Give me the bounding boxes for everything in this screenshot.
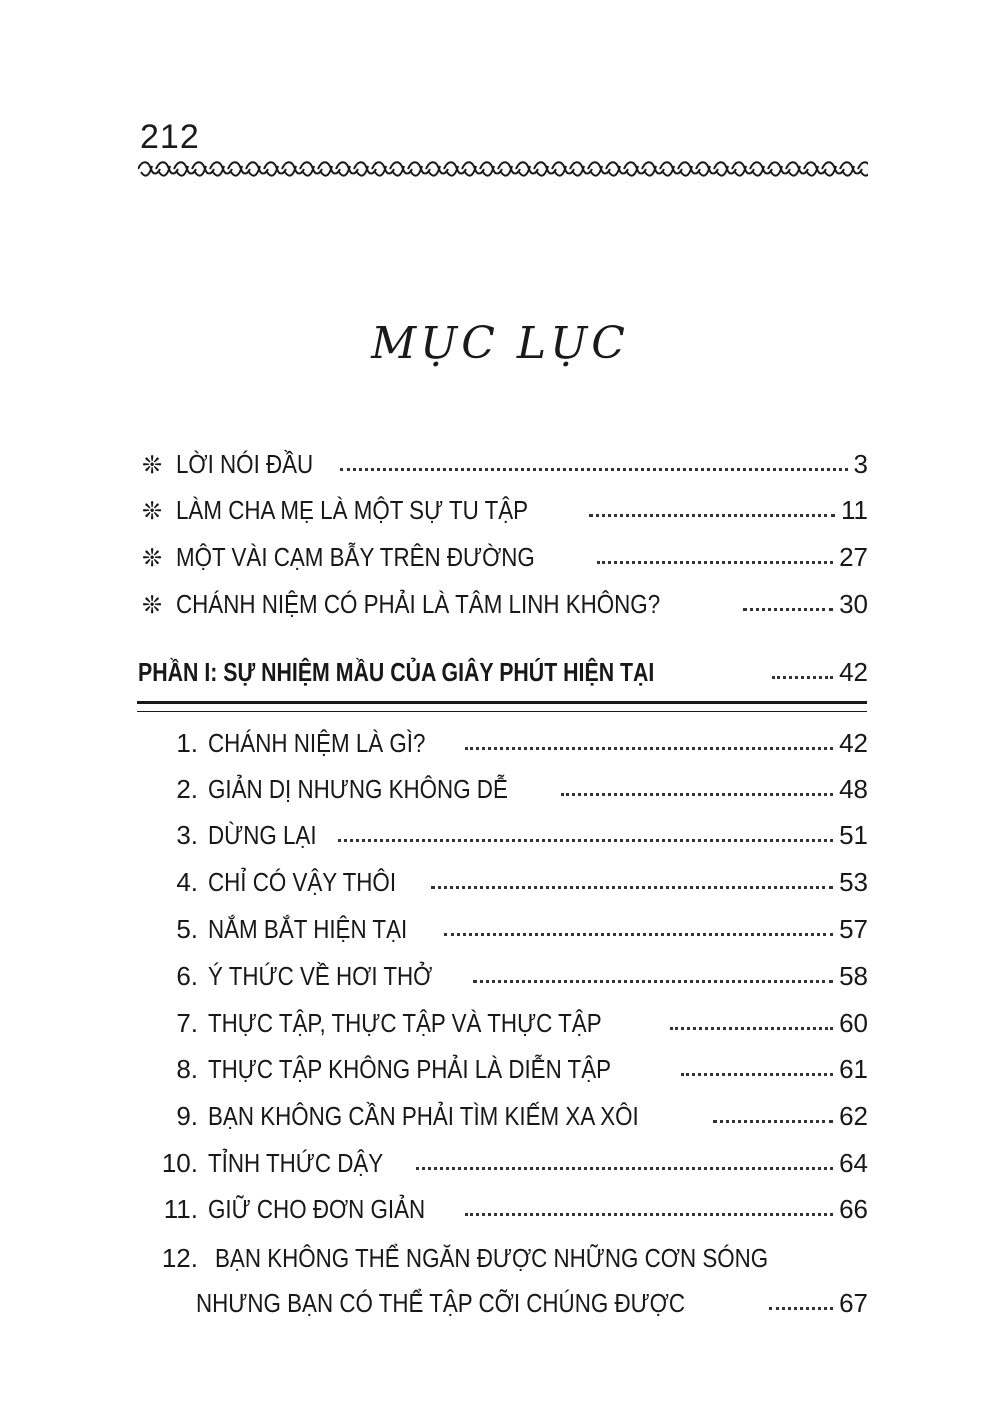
chapter-page: 53 bbox=[839, 867, 868, 897]
toc-chapter-item[interactable] bbox=[150, 730, 868, 756]
toc-item-label: MỘT VÀI CẠM BẪY TRÊN ĐƯỜNG bbox=[176, 542, 535, 572]
toc-chapter-item-first-line[interactable] bbox=[150, 1243, 858, 1274]
dot-leader bbox=[340, 467, 848, 471]
dot-leader bbox=[769, 1306, 833, 1310]
toc-chapter-item[interactable] bbox=[150, 963, 868, 989]
dot-leader bbox=[589, 513, 835, 517]
chapter-number: 3. bbox=[176, 820, 198, 850]
chapter-label: BẠN KHÔNG THỂ NGĂN ĐƯỢC NHỮNG CƠN SÓNG bbox=[215, 1243, 769, 1273]
chapter-number: 11. bbox=[163, 1194, 198, 1224]
chapter-label: GIẢN DỊ NHƯNG KHÔNG DỄ bbox=[208, 774, 508, 804]
dot-leader bbox=[416, 1166, 833, 1170]
chapter-number: 10. bbox=[161, 1148, 198, 1178]
dot-leader bbox=[431, 885, 833, 889]
chapter-number: 1. bbox=[176, 728, 198, 758]
decorative-border bbox=[138, 158, 868, 180]
chapter-page: 51 bbox=[839, 820, 868, 850]
chapter-page: 58 bbox=[839, 961, 868, 991]
chapter-page: 42 bbox=[839, 728, 868, 758]
dot-leader bbox=[338, 838, 833, 842]
chapter-label: CHỈ CÓ VẬY THÔI bbox=[208, 867, 397, 897]
double-rule-divider bbox=[137, 701, 867, 712]
chapter-label-continued: NHƯNG BẠN CÓ THỂ TẬP CỠI CHÚNG ĐƯỢC bbox=[196, 1288, 686, 1318]
page-number: 212 bbox=[140, 118, 200, 156]
toc-chapter-item[interactable] bbox=[150, 916, 868, 942]
chapter-label: CHÁNH NIỆM LÀ GÌ? bbox=[208, 728, 426, 758]
toc-intro-item[interactable] bbox=[142, 544, 868, 571]
toc-part-heading[interactable] bbox=[138, 659, 868, 685]
dot-leader bbox=[681, 1072, 833, 1076]
chapter-page: 61 bbox=[839, 1054, 868, 1084]
chapter-label: TỈNH THỨC DẬY bbox=[208, 1148, 384, 1178]
dot-leader bbox=[465, 746, 833, 750]
dot-leader bbox=[561, 792, 833, 796]
toc-item-label: LỜI NÓI ĐẦU bbox=[176, 449, 314, 479]
chapter-page: 66 bbox=[839, 1194, 868, 1224]
toc-chapter-item[interactable] bbox=[150, 869, 868, 895]
toc-item-label: CHÁNH NIỆM CÓ PHẢI LÀ TÂM LINH KHÔNG? bbox=[176, 589, 661, 619]
toc-chapter-item[interactable] bbox=[150, 1196, 868, 1222]
asterisk-icon: ❊ bbox=[142, 545, 163, 572]
chapter-label: Ý THỨC VỀ HƠI THỞ bbox=[208, 961, 433, 991]
chapter-number: 2. bbox=[176, 774, 198, 804]
chapter-page: 64 bbox=[839, 1148, 868, 1178]
toc-intro-item[interactable] bbox=[142, 451, 868, 478]
toc-item-page: 30 bbox=[839, 589, 868, 619]
chapter-number: 9. bbox=[176, 1101, 198, 1131]
chapter-page: 62 bbox=[839, 1101, 868, 1131]
asterisk-icon: ❊ bbox=[142, 592, 163, 619]
toc-chapter-item-second-line[interactable] bbox=[196, 1290, 868, 1316]
chapter-label: GIỮ CHO ĐƠN GIẢN bbox=[208, 1194, 426, 1224]
dot-leader bbox=[444, 932, 833, 936]
chapter-number: 5. bbox=[176, 914, 198, 944]
chapter-number: 12. bbox=[161, 1243, 198, 1273]
toc-chapter-item[interactable] bbox=[150, 776, 868, 802]
dot-leader bbox=[597, 560, 833, 564]
chapter-label: NẮM BẮT HIỆN TẠI bbox=[208, 914, 408, 944]
toc-item-page: 3 bbox=[853, 449, 868, 479]
toc-chapter-item[interactable] bbox=[150, 1103, 868, 1129]
asterisk-icon: ❊ bbox=[142, 498, 163, 525]
chapter-page: 60 bbox=[839, 1008, 868, 1038]
dot-leader bbox=[670, 1026, 833, 1030]
chapter-label: THỰC TẬP, THỰC TẬP VÀ THỰC TẬP bbox=[208, 1008, 602, 1038]
chapter-number: 8. bbox=[176, 1054, 198, 1084]
toc-item-page: 11 bbox=[841, 495, 868, 525]
toc-intro-item[interactable] bbox=[142, 497, 868, 524]
chapter-page: 67 bbox=[839, 1288, 868, 1318]
chapter-label: THỰC TẬP KHÔNG PHẢI LÀ DIỄN TẬP bbox=[208, 1054, 612, 1084]
toc-item-label: LÀM CHA MẸ LÀ MỘT SỰ TU TẬP bbox=[176, 495, 529, 525]
chapter-label: DỪNG LẠI bbox=[208, 820, 317, 850]
chapter-page: 57 bbox=[839, 914, 868, 944]
toc-part-page: 42 bbox=[839, 657, 868, 687]
page-title: MỤC LỤC bbox=[371, 318, 629, 369]
toc-item-page: 27 bbox=[839, 542, 868, 572]
toc-chapter-item[interactable] bbox=[150, 1010, 868, 1036]
dot-leader bbox=[465, 1212, 834, 1216]
dot-leader bbox=[713, 1119, 833, 1123]
toc-chapter-item[interactable] bbox=[150, 1150, 868, 1176]
asterisk-icon: ❊ bbox=[142, 452, 163, 479]
toc-chapter-item[interactable] bbox=[150, 822, 868, 848]
toc-chapter-item[interactable] bbox=[150, 1056, 868, 1082]
toc-intro-item[interactable] bbox=[142, 591, 868, 618]
dot-leader bbox=[772, 675, 833, 679]
chapter-number: 7. bbox=[176, 1008, 198, 1038]
chapter-number: 4. bbox=[176, 867, 198, 897]
dot-leader bbox=[743, 607, 833, 611]
chapter-label: BẠN KHÔNG CẦN PHẢI TÌM KIẾM XA XÔI bbox=[208, 1101, 639, 1131]
chapter-page: 48 bbox=[839, 774, 868, 804]
chapter-number: 6. bbox=[176, 961, 198, 991]
dot-leader bbox=[473, 979, 833, 983]
toc-part-label: PHẦN I: SỰ NHIỆM MẦU CỦA GIÂY PHÚT HIỆN TẠI bbox=[138, 657, 655, 687]
